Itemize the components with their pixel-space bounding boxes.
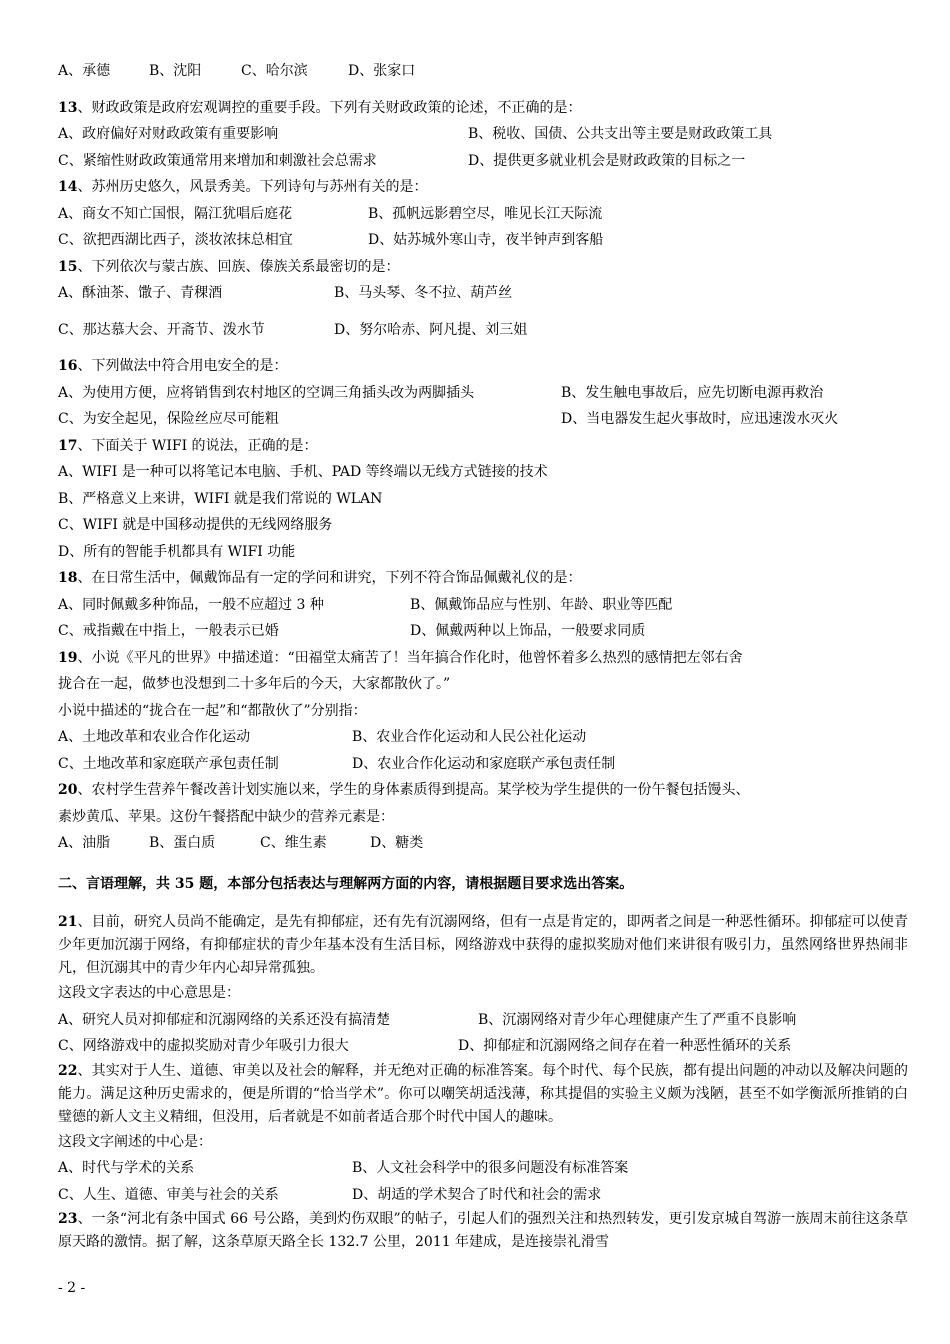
q21-passage: [58, 911, 908, 980]
q18-option-a: A、同时佩戴多种饰品，一般不应超过 3 种: [58, 596, 324, 613]
q13-stem: [58, 95, 908, 122]
q12-option-d: D、张家口: [348, 63, 416, 79]
q17-option-b: B、严格意义上来讲，WIFI 就是我们常说的 WLAN: [58, 490, 383, 507]
q14-options-row1: [58, 201, 908, 228]
q14-option-b: B、孤帆远影碧空尽，唯见长江天际流: [368, 205, 603, 222]
q18-option-b: B、佩戴饰品应与性别、年龄、职业等匹配: [410, 596, 673, 613]
q22-passage-text: 、其实对于人生、道德、审美以及社会的解释，并无绝对正确的标准答案。每个时代、每个民族，都有提出问题的冲动以及解决问题的能力。满足这种历史需求的，便是所谓的“恰当学术”。你可以嘲笑胡适浅薄，称其提倡的实验主义颇为浅陋，甚至不如学衡派所推销的白璧德的新人文主义精细，但没用，后者就是不如前者适合那个时代中国人的趣味。: [58, 1062, 908, 1125]
q19-options-row2: [58, 751, 908, 778]
q20-option-c: C、维生素: [260, 835, 327, 851]
q12-option-b: B、沈阳: [149, 63, 202, 79]
q21-option-b: B、沉溺网络对青少年心理健康产生了严重不良影响: [478, 1011, 797, 1028]
q14-option-a: A、商女不知亡国恨，隔江犹唱后庭花: [58, 205, 293, 222]
q17-option-c: C、WIFI 就是中国移动提供的无线网络服务: [58, 517, 333, 533]
q20-number: 20: [58, 782, 78, 798]
q22-option-c: C、人生、道德、审美与社会的关系: [58, 1186, 279, 1203]
q15-option-d: D、努尔哈赤、阿凡提、刘三姐: [334, 321, 528, 338]
q17-option-d: D、所有的智能手机都具有 WIFI 功能: [58, 543, 296, 560]
q15-stem: [58, 254, 908, 281]
q17-stem: [58, 433, 908, 460]
q20-options: [58, 830, 908, 857]
q18-stem: [58, 565, 908, 592]
q22-options-row2: [58, 1182, 908, 1209]
q13-option-a: A、政府偏好对财政政策有重要影响: [58, 126, 279, 142]
q21-option-c: C、网络游戏中的虚拟奖励对青少年吸引力很大: [58, 1038, 349, 1054]
q16-option-c: C、为安全起见，保险丝应尽可能粗: [58, 411, 279, 427]
q13-option-b: B、税收、国债、公共支出等主要是财政政策工具: [468, 126, 773, 142]
q12-option-a: A、承德: [58, 63, 111, 79]
q19-stem-line1: [58, 645, 908, 672]
q21-passage-text: 、目前，研究人员尚不能确定，是先有抑郁症，还有先有沉溺网络，但有一点是肯定的，即两者之间是一种恶性循环。抑郁症可以使青少年更加沉溺于网络，有抑郁症状的青少年基本没有生活目标，网络游戏中获得的虚拟奖励对他们来讲很有吸引力，虽然网络世界热闹非凡，但沉溺其中的青少年内心却异常孤独。: [58, 914, 908, 976]
q19-option-b: B、农业合作化运动和人民公社化运动: [352, 729, 587, 745]
q22-options-row1: [58, 1155, 908, 1182]
q19-options-row1: [58, 724, 908, 751]
q22-passage: [58, 1060, 908, 1129]
q15-options-row1: [58, 280, 908, 307]
q20-stem-line1: [58, 777, 908, 804]
page-number: - 2 -: [58, 1280, 86, 1296]
document-page: [58, 58, 908, 1254]
q16-number: 16: [58, 358, 78, 374]
q16-option-d: D、当电器发生起火事故时，应迅速泼水灭火: [561, 411, 839, 427]
q19-question: 小说中描述的“拢合在一起”和“都散伙了”分别指：: [58, 702, 367, 719]
q15-options-row2: [58, 317, 908, 344]
q13-options-row1: [58, 121, 908, 148]
q19-stem-text: 、小说《平凡的世界》中描述道：“田福堂太痛苦了！当年搞合作化时，他曾怀着多么热烈的感情把左邻右舍: [77, 649, 743, 666]
q23-passage-text: 、一条“河北有条中国式 66 号公路，美到灼伤双眼”的帖子，引起人们的强烈关注和热烈转发，更引发京城自驾游一族周末前往这条草原天路的激情。据了解，这条草原天路全长 132.7 公里，2011 年建成，是连接崇礼滑雪: [58, 1211, 908, 1250]
q22-number: 22: [58, 1062, 78, 1079]
q22-option-b: B、人文社会科学中的很多问题没有标准答案: [352, 1160, 629, 1176]
section-2-heading: 二、言语理解，共 35 题，本部分包括表达与理解两方面的内容，请根据题目要求选出答案。: [58, 875, 634, 892]
q18-option-d: D、佩戴两种以上饰品，一般要求同质: [410, 623, 646, 639]
q16-options-row1: [58, 380, 908, 407]
q17-option-a: A、WIFI 是一种可以将笔记本电脑、手机、PAD 等终端以无线方式链接的技术: [58, 464, 548, 480]
q22-question: 这段文字阐述的中心是：: [58, 1133, 212, 1150]
q19-stem-line2: 拢合在一起，做梦也没想到二十多年后的今天，大家都散伙了。”: [58, 676, 451, 692]
q15-number: 15: [58, 258, 78, 275]
q14-stem-text: 、苏州历史悠久，风景秀美。下列诗句与苏州有关的是：: [77, 179, 428, 195]
q12-option-c: C、哈尔滨: [241, 63, 308, 79]
q14-option-c: C、欲把西湖比西子，淡妆浓抹总相宜: [58, 232, 293, 248]
q13-option-d: D、提供更多就业机会是财政政策的目标之一: [468, 152, 746, 169]
q20-option-b: B、蛋白质: [149, 835, 216, 851]
q19-option-d: D、农业合作化运动和家庭联产承包责任制: [352, 755, 616, 772]
q23-number: 23: [58, 1211, 78, 1227]
q17-stem-text: 、下面关于 WIFI 的说法，正确的是：: [77, 437, 318, 454]
q19-option-a: A、土地改革和农业合作化运动: [58, 729, 251, 745]
q18-options-row1: [58, 592, 908, 619]
q17-number: 17: [58, 437, 78, 454]
q14-options-row2: [58, 227, 908, 254]
q16-options-row2: [58, 406, 908, 433]
q15-option-a: A、酥油茶、馓子、青稞酒: [58, 285, 223, 301]
q21-options-row2: [58, 1033, 908, 1060]
q13-option-c: C、紧缩性财政政策通常用来增加和刺激社会总需求: [58, 152, 377, 169]
q21-number: 21: [58, 914, 78, 930]
q22-option-a: A、时代与学术的关系: [58, 1160, 195, 1176]
q19-number: 19: [58, 649, 78, 666]
q15-option-c: C、那达慕大会、开斋节、泼水节: [58, 321, 265, 338]
q13-stem-text: 、财政政策是政府宏观调控的重要手段。下列有关财政政策的论述，不正确的是：: [77, 99, 582, 116]
q19-option-c: C、土地改革和家庭联产承包责任制: [58, 755, 279, 772]
q14-option-d: D、姑苏城外寒山寺，夜半钟声到客船: [368, 232, 604, 248]
q14-number: 14: [58, 179, 78, 195]
q16-stem: [58, 353, 908, 380]
q20-option-a: A、油脂: [58, 835, 111, 851]
q20-option-d: D、糖类: [370, 835, 424, 851]
q16-option-a: A、为使用方便，应将销售到农村地区的空调三角插头改为两脚插头: [58, 384, 475, 401]
q20-stem-text: 、农村学生营养午餐改善计划实施以来，学生的身体素质得到提高。某学校为学生提供的一份午餐包括馒头、: [77, 782, 750, 798]
q23-passage: [58, 1208, 908, 1254]
q14-stem: [58, 174, 908, 201]
q15-stem-text: 、下列依次与蒙古族、回族、傣族关系最密切的是：: [77, 258, 400, 275]
q15-option-b: B、马头琴、冬不拉、葫芦丝: [334, 285, 513, 301]
q21-option-d: D、抑郁症和沉溺网络之间存在着一种恶性循环的关系: [458, 1038, 792, 1054]
q16-option-b: B、发生触电事故后，应先切断电源再救治: [561, 384, 824, 401]
q18-number: 18: [58, 570, 78, 586]
q20-stem-line2: 素炒黄瓜、苹果。这份午餐搭配中缺少的营养元素是：: [58, 808, 394, 825]
q18-options-row2: [58, 618, 908, 645]
q21-options-row1: [58, 1007, 908, 1034]
q21-option-a: A、研究人员对抑郁症和沉溺网络的关系还没有搞清楚: [58, 1011, 391, 1028]
q22-option-d: D、胡适的学术契合了时代和社会的需求: [352, 1186, 602, 1203]
q21-question: 这段文字表达的中心意思是：: [58, 985, 240, 1001]
q16-stem-text: 、下列做法中符合用电安全的是：: [77, 358, 288, 374]
q12-options: [58, 58, 908, 85]
q13-number: 13: [58, 99, 78, 116]
q18-stem-text: 、在日常生活中，佩戴饰品有一定的学问和讲究，下列不符合饰品佩戴礼仪的是：: [77, 570, 582, 586]
q18-option-c: C、戒指戴在中指上，一般表示已婚: [58, 623, 279, 639]
q13-options-row2: [58, 148, 908, 175]
